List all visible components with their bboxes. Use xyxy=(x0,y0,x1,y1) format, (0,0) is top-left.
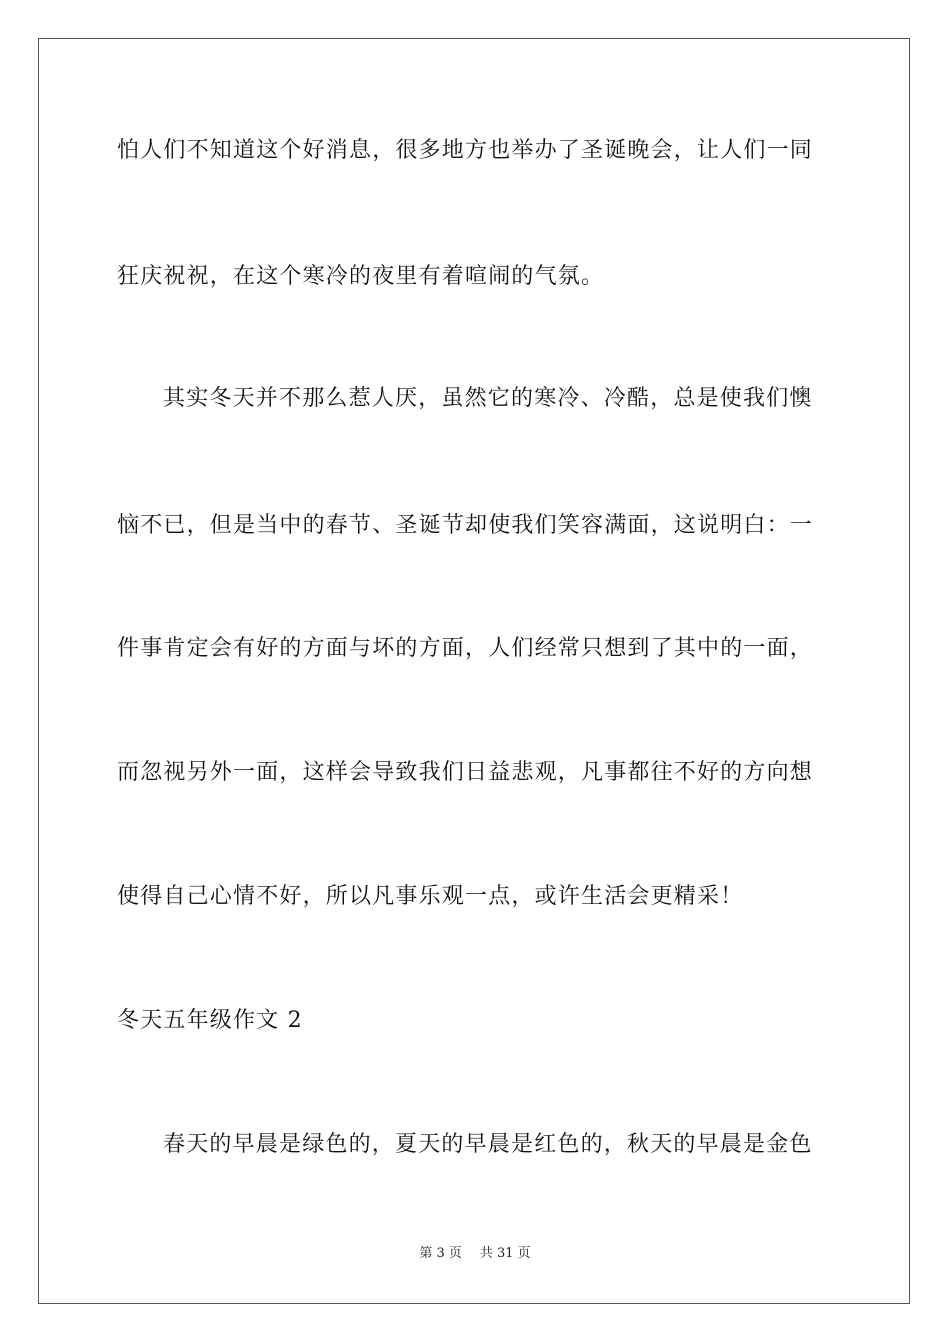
paragraph-first-line: 其实冬天并不那么惹人厌，虽然它的寒冷、冷酷，总是使我们懊 xyxy=(163,386,813,411)
body-text-line: 使得自己心情不好，所以凡事乐观一点，或许生活会更精采！ xyxy=(117,884,744,909)
paragraph-first-line: 春天的早晨是绿色的，夏天的早晨是红色的，秋天的早晨是金色 xyxy=(163,1132,813,1157)
body-text-line: 恼不已，但是当中的春节、圣诞节却使我们笑容满面，这说明白：一 xyxy=(117,513,814,538)
page-number-total: 共 31 页 xyxy=(479,1246,531,1261)
page-border xyxy=(38,38,910,1304)
page-number-current: 第 3 页 xyxy=(419,1246,462,1261)
body-text-line: 怕人们不知道这个好消息，很多地方也举办了圣诞晚会，让人们一同 xyxy=(117,138,814,163)
page-footer xyxy=(0,1245,950,1263)
body-text-line: 狂庆祝祝，在这个寒冷的夜里有着喧闹的气氛。 xyxy=(117,264,605,289)
body-text-line: 件事肯定会有好的方面与坏的方面，人们经常只想到了其中的一面， xyxy=(117,636,814,661)
body-text-line: 而忽视另外一面，这样会导致我们日益悲观，凡事都往不好的方向想 xyxy=(117,760,814,785)
section-heading: 冬天五年级作文 2 xyxy=(117,1008,303,1033)
